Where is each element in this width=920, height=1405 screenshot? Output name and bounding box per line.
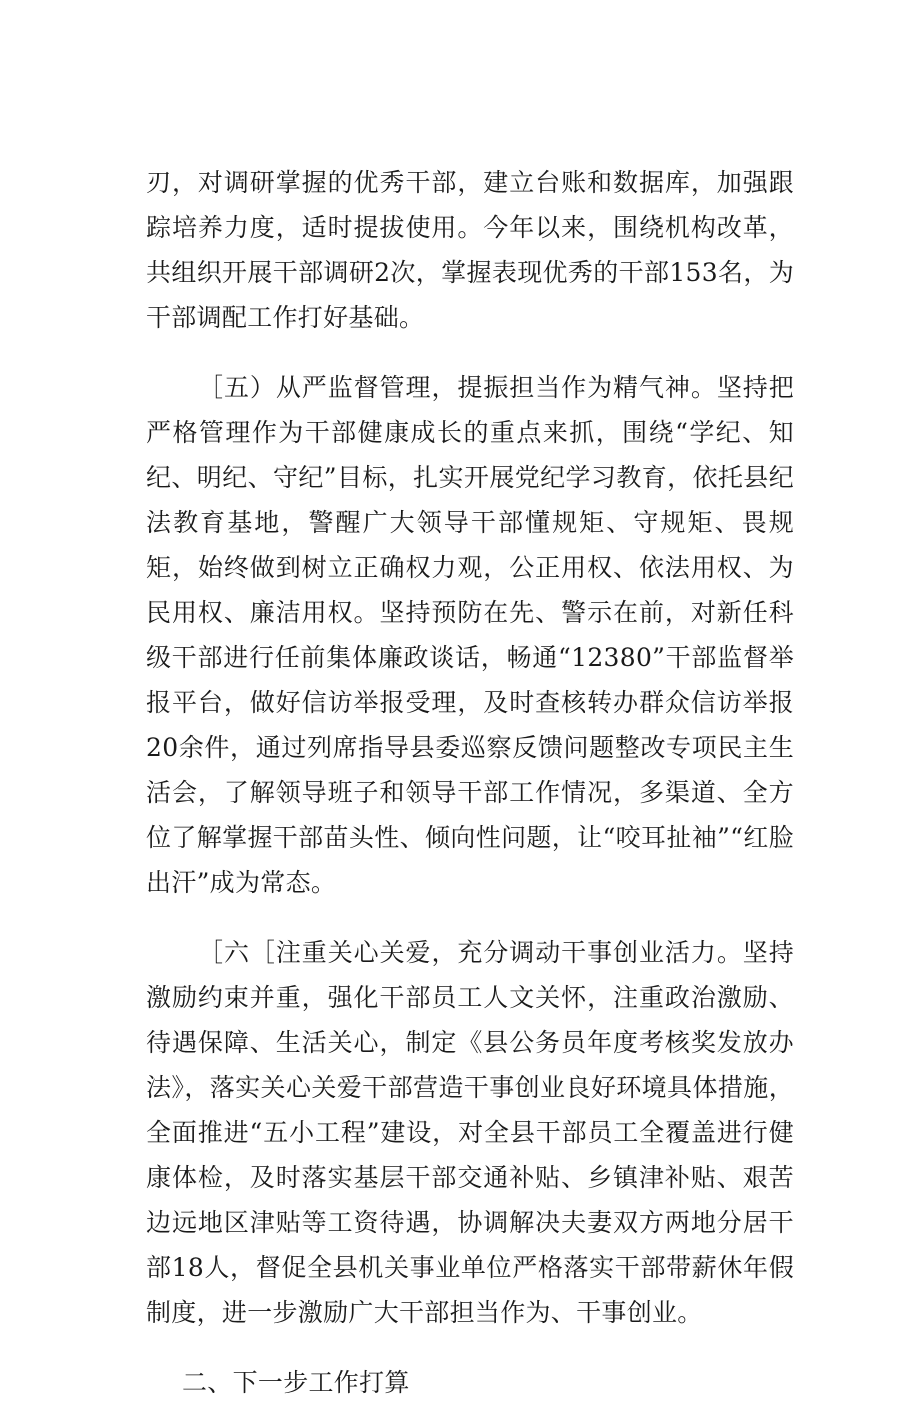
paragraph-continuation: 刃，对调研掌握的优秀干部，建立台账和数据库，加强跟踪培养力度，适时提拔使用。今年以来，围绕机构改革，共组织开展干部调研2次，掌握表现优秀的干部153名，为干部调配工作打好基础。 — [146, 168, 794, 332]
section-heading-next-steps: 二、下一步工作打算 — [182, 1368, 410, 1397]
paragraph-strict-supervision: ［五）从严监督管理，提振担当作为精气神。坚持把严格管理作为干部健康成长的重点来抓，围绕“学纪、知纪、明纪、守纪”目标，扎实开展党纪学习教育，依托县纪法教育基地，警醒广大领导干部懂规矩、守规矩、畏规矩，始终做到树立正确权力观，公正用权、依法用权、为民用权、廉洁用权。坚持预防在先、警示在前，对新任科级干部进行任前集体廉政谈话，畅通“12380”干部监督举报平台，做好信访举报受理，及时查核转办群众信访举报20余件，通过列席指导县委巡察反馈问题整改专项民主生活会，了解领导班子和领导干部工作情况，多渠道、全方位了解掌握干部苗头性、倾向性问题，让“咬耳扯袖”“红脸出汗”成为常态。 — [146, 373, 794, 897]
paragraph-care-and-motivation: ［六［注重关心关爱，充分调动干事创业活力。坚持激励约束并重，强化干部员工人文关怀，注重政治激励、待遇保障、生活关心，制定《县公务员年度考核奖发放办法》，落实关心关爱干部营造干事创业良好环境具体措施，全面推进“五小工程”建设，对全县干部员工全覆盖进行健康体检，及时落实基层干部交通补贴、乡镇津补贴、艰苦边远地区津贴等工资待遇，协调解决夫妻双方两地分居干部18人，督促全县机关事业单位严格落实干部带薪休年假制度，进一步激励广大干部担当作为、干事创业。 — [146, 938, 794, 1327]
